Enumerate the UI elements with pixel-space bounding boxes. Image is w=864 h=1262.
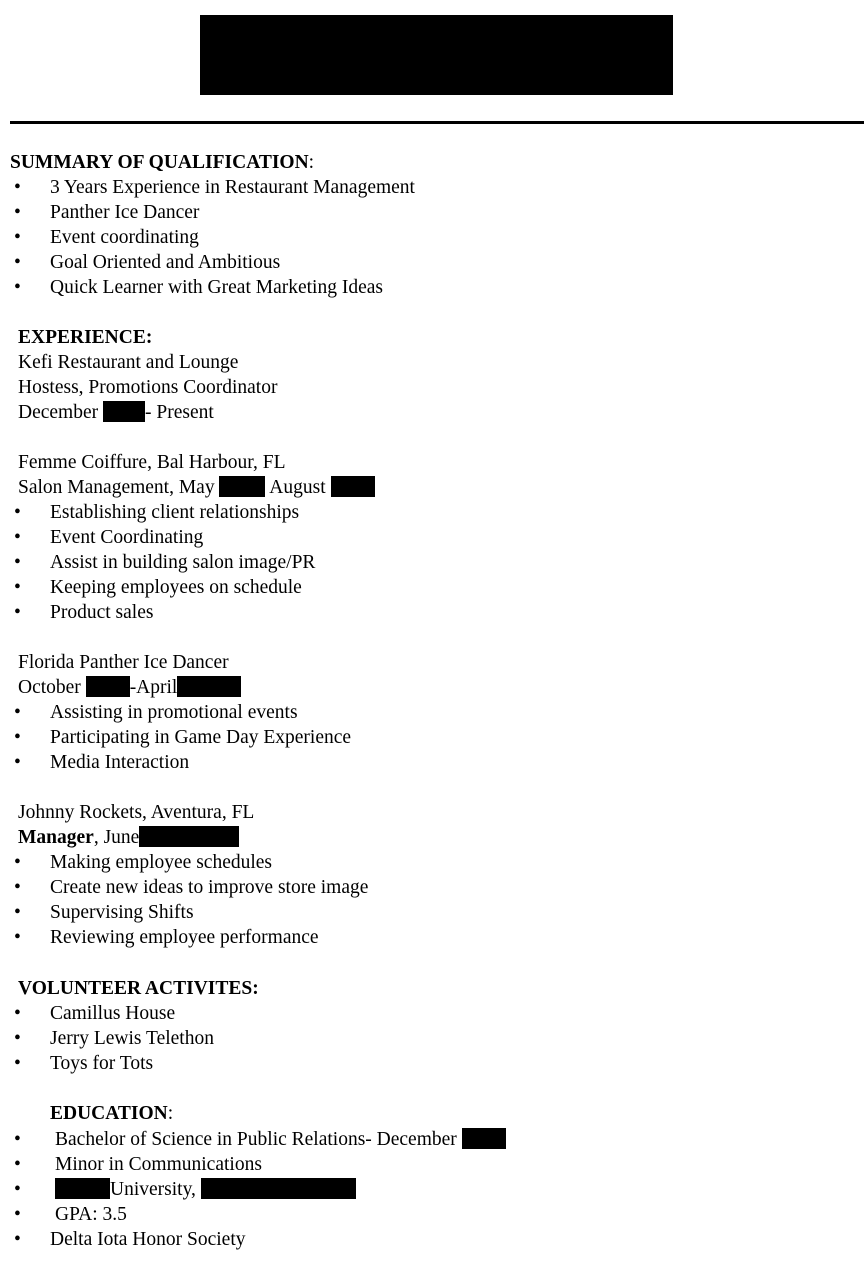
- bullet-icon: •: [14, 252, 21, 273]
- redacted-year: [331, 476, 375, 497]
- list-item: Toys for Tots: [50, 1053, 154, 1074]
- education-honor: Delta Iota Honor Society: [50, 1229, 246, 1250]
- bullet-icon: •: [14, 1129, 21, 1150]
- list-item: Event coordinating: [50, 227, 199, 248]
- list-item: Create new ideas to improve store image: [50, 877, 369, 898]
- redacted-year: [177, 676, 241, 697]
- job3-company: Florida Panther Ice Dancer: [18, 652, 229, 673]
- list-item: Reviewing employee performance: [50, 927, 319, 948]
- education-degree: Bachelor of Science in Public Relations- December: [55, 1129, 457, 1150]
- bullet-icon: •: [14, 752, 21, 773]
- bullet-icon: •: [14, 927, 21, 948]
- education-heading-text: EDUCATION: [50, 1103, 168, 1124]
- bullet-icon: •: [14, 1179, 21, 1200]
- bullet-icon: •: [14, 502, 21, 523]
- job1-date-start: December: [18, 402, 99, 423]
- volunteer-heading: VOLUNTEER ACTIVITES:: [18, 978, 259, 999]
- list-item: Media Interaction: [50, 752, 190, 773]
- summary-heading-text: SUMMARY OF QUALIFICATION: [10, 152, 309, 173]
- education-minor: Minor in Communications: [55, 1154, 262, 1175]
- education-heading: [50, 1101, 173, 1126]
- job4-role: Manager: [18, 827, 94, 848]
- bullet-icon: •: [14, 577, 21, 598]
- redacted-year: [103, 401, 145, 422]
- header-divider: [10, 121, 864, 124]
- list-item: [55, 1177, 356, 1202]
- redacted-name-block: [200, 15, 673, 95]
- list-item: Event Coordinating: [50, 527, 204, 548]
- list-item: Participating in Game Day Experience: [50, 727, 352, 748]
- bullet-icon: •: [14, 1204, 21, 1225]
- job3-date-mid: -April: [129, 677, 178, 698]
- bullet-icon: •: [14, 727, 21, 748]
- bullet-icon: •: [14, 202, 21, 223]
- education-university: University,: [110, 1179, 196, 1200]
- job1-date-end: - Present: [145, 402, 214, 423]
- list-item: Goal Oriented and Ambitious: [50, 252, 281, 273]
- list-item: Making employee schedules: [50, 852, 273, 873]
- redacted-dates: [139, 826, 239, 847]
- list-item: [55, 1127, 506, 1152]
- job4-role-dates: [18, 825, 239, 850]
- job3-dates: [18, 675, 241, 700]
- summary-heading: [10, 150, 314, 175]
- job4-company: Johnny Rockets, Aventura, FL: [18, 802, 255, 823]
- list-item: Panther Ice Dancer: [50, 202, 200, 223]
- redacted-university-name: [55, 1178, 110, 1199]
- experience-heading: EXPERIENCE:: [18, 327, 153, 348]
- job2-company: Femme Coiffure, Bal Harbour, FL: [18, 452, 286, 473]
- bullet-icon: •: [14, 602, 21, 623]
- bullet-icon: •: [14, 527, 21, 548]
- bullet-icon: •: [14, 702, 21, 723]
- list-item: Quick Learner with Great Marketing Ideas: [50, 277, 383, 298]
- job4-date-start: , June: [93, 827, 140, 848]
- bullet-icon: •: [14, 1229, 21, 1250]
- redacted-year: [86, 676, 130, 697]
- redacted-year: [462, 1128, 506, 1149]
- list-item: Establishing client relationships: [50, 502, 300, 523]
- list-item: 3 Years Experience in Restaurant Management: [50, 177, 415, 198]
- redacted-location: [201, 1178, 356, 1199]
- job1-company: Kefi Restaurant and Lounge: [18, 352, 239, 373]
- bullet-icon: •: [14, 1003, 21, 1024]
- bullet-icon: •: [14, 1053, 21, 1074]
- job2-date-mid: August: [269, 477, 326, 498]
- job2-role-dates: [18, 475, 375, 500]
- bullet-icon: •: [14, 1154, 21, 1175]
- bullet-icon: •: [14, 877, 21, 898]
- list-item: Assisting in promotional events: [50, 702, 298, 723]
- bullet-icon: •: [14, 1028, 21, 1049]
- job1-title: Hostess, Promotions Coordinator: [18, 377, 278, 398]
- education-gpa: GPA: 3.5: [55, 1204, 127, 1225]
- list-item: Keeping employees on schedule: [50, 577, 302, 598]
- job1-dates: [18, 400, 214, 425]
- list-item: Supervising Shifts: [50, 902, 194, 923]
- job3-date-start: October: [18, 677, 81, 698]
- bullet-icon: •: [14, 227, 21, 248]
- bullet-icon: •: [14, 852, 21, 873]
- education-heading-colon: :: [167, 1103, 174, 1124]
- bullet-icon: •: [14, 177, 21, 198]
- list-item: Camillus House: [50, 1003, 176, 1024]
- bullet-icon: •: [14, 277, 21, 298]
- list-item: Jerry Lewis Telethon: [50, 1028, 214, 1049]
- summary-heading-colon: :: [308, 152, 315, 173]
- job2-role: Salon Management, May: [18, 477, 215, 498]
- list-item: Assist in building salon image/PR: [50, 552, 316, 573]
- bullet-icon: •: [14, 902, 21, 923]
- redacted-year: [219, 476, 265, 497]
- bullet-icon: •: [14, 552, 21, 573]
- list-item: Product sales: [50, 602, 154, 623]
